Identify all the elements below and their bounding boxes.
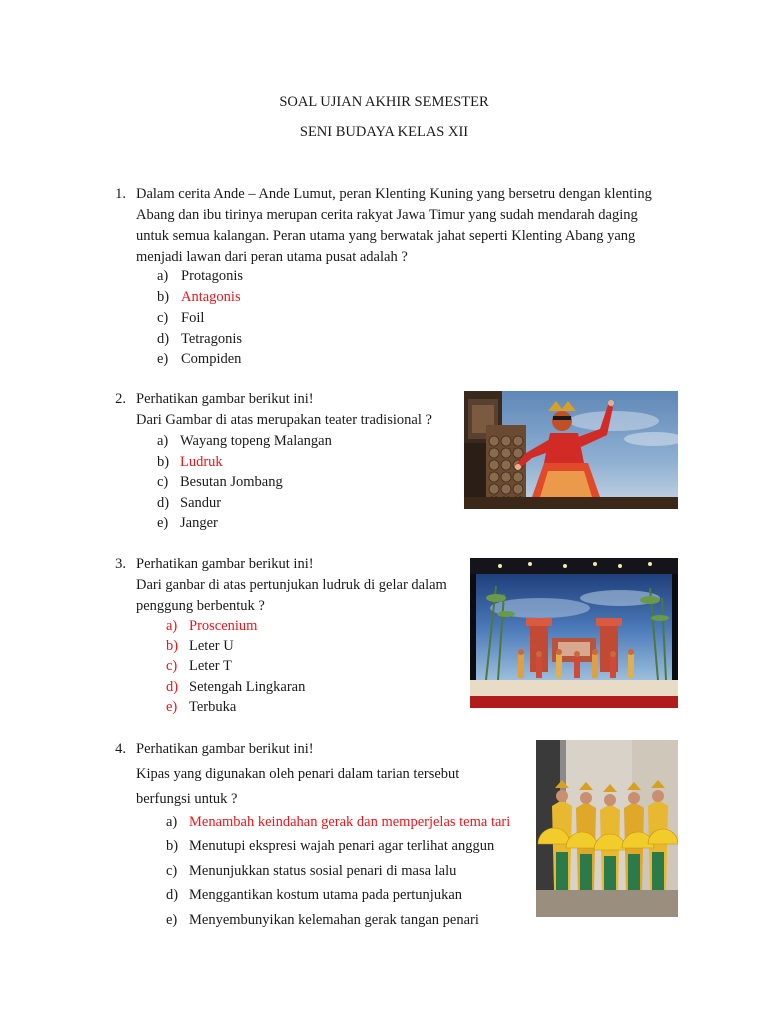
option-letter: d)	[166, 679, 179, 695]
question-number: 2.	[115, 391, 126, 407]
ludruk-stage-photo	[470, 558, 678, 708]
question-text-line: Perhatikan gambar berikut ini!	[136, 391, 314, 407]
option-text: Menggantikan kostum utama pada pertunjukan	[189, 887, 463, 903]
option-letter: a)	[166, 618, 178, 634]
question-text-line: menjadi lawan dari peran utama pusat adalah ?	[136, 249, 408, 265]
option-letter: a)	[166, 814, 178, 830]
option-text: Foil	[181, 310, 205, 326]
option-letter: e)	[166, 699, 178, 715]
question-number: 3.	[115, 556, 126, 572]
question-number: 4.	[115, 741, 126, 757]
option-text: Leter T	[189, 658, 232, 674]
document-subtitle: SENI BUDAYA KELAS XII	[299, 124, 469, 140]
option-text: Wayang topeng Malangan	[180, 433, 332, 449]
option-text-correct: Ludruk	[180, 454, 223, 470]
option-letter: d)	[157, 331, 170, 347]
question-text-line: Kipas yang digunakan oleh penari dalam tarian tersebut	[136, 766, 460, 782]
option-text-correct: Menambah keindahan gerak dan memperjelas tema tari	[189, 814, 511, 830]
option-text: Menyembunyikan kelemahan gerak tangan penari	[189, 912, 479, 928]
option-letter: e)	[157, 351, 169, 367]
question-number: 1.	[115, 186, 126, 202]
option-text: Menunjukkan status sosial penari di masa lalu	[189, 863, 457, 879]
option-letter: d)	[166, 887, 179, 903]
option-text: Leter U	[189, 638, 234, 654]
document-title: SOAL UJIAN AKHIR SEMESTER	[279, 94, 489, 110]
option-text: Compiden	[181, 351, 242, 367]
option-letter: c)	[166, 863, 178, 879]
option-letter: a)	[157, 433, 169, 449]
topeng-dancer-photo	[464, 391, 678, 509]
option-text: Sandur	[180, 495, 222, 511]
option-text: Protagonis	[181, 268, 244, 284]
option-letter: b)	[166, 638, 179, 654]
option-text: Menutupi ekspresi wajah penari agar terlihat anggun	[189, 838, 495, 854]
option-letter: c)	[166, 658, 178, 674]
option-letter: b)	[166, 838, 179, 854]
option-letter: d)	[157, 495, 170, 511]
option-text: Tetragonis	[181, 331, 242, 347]
option-letter: e)	[157, 515, 169, 531]
option-text: Besutan Jombang	[180, 474, 283, 490]
option-text: Setengah Lingkaran	[189, 679, 306, 695]
question-text-line: berfungsi untuk ?	[136, 791, 238, 807]
option-letter: b)	[157, 289, 170, 305]
option-letter: a)	[157, 268, 169, 284]
option-letter: e)	[166, 912, 178, 928]
question-text-line: Perhatikan gambar berikut ini!	[136, 741, 314, 757]
option-letter: b)	[157, 454, 170, 470]
question-text-line: Dari ganbar di atas pertunjukan ludruk di gelar dalam	[136, 577, 447, 593]
question-text-line: Abang dan ibu tirinya merupan cerita rakyat Jawa Timur yang sudah mendarah daging	[136, 207, 638, 223]
option-text: Terbuka	[189, 699, 237, 715]
option-text: Janger	[180, 515, 218, 531]
fan-dancers-photo	[536, 740, 678, 917]
option-letter: c)	[157, 310, 169, 326]
option-letter: c)	[157, 474, 169, 490]
question-text-line: untuk semua kalangan. Peran utama yang berwatak jahat seperti Klenting Abang yang	[136, 228, 636, 244]
question-text-line: Dari Gambar di atas merupakan teater tradisional ?	[136, 412, 432, 428]
option-text-correct: Proscenium	[189, 618, 258, 634]
question-text-line: Dalam cerita Ande – Ande Lumut, peran Klenting Kuning yang bersetru dengan klenting	[136, 186, 652, 202]
option-text-correct: Antagonis	[181, 289, 241, 305]
question-text-line: Perhatikan gambar berikut ini!	[136, 556, 314, 572]
question-text-line: penggung berbentuk ?	[136, 598, 265, 614]
